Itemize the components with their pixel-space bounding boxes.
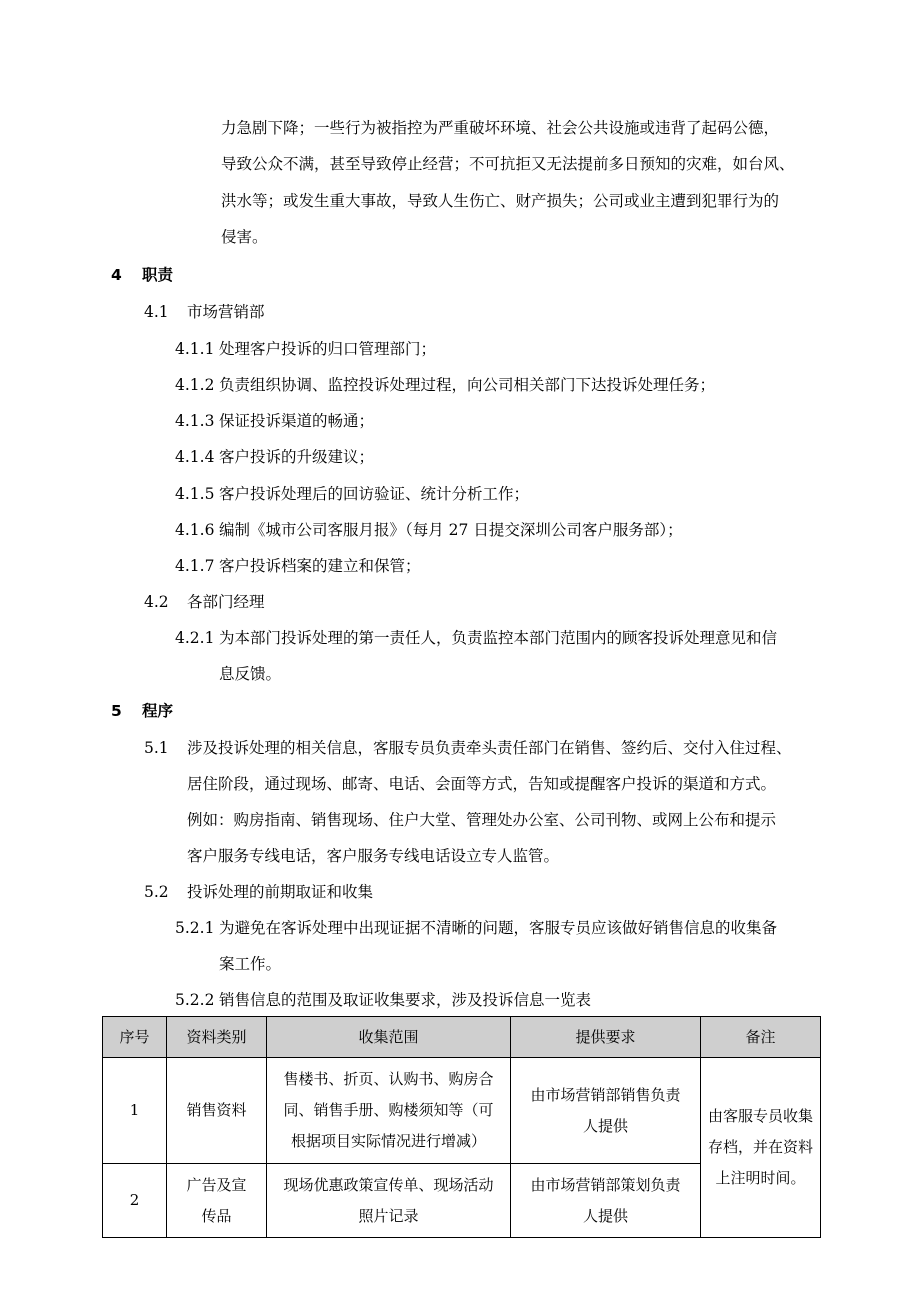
header-requirement: 提供要求: [511, 1017, 701, 1058]
row-2-category-line-2: 传品: [201, 1206, 232, 1225]
item-4-1-3-number: 4.1.3: [175, 412, 215, 430]
row-2-category: [167, 1164, 267, 1238]
row-1-requirement-line-2: 人提供: [582, 1116, 628, 1135]
section-4-2-title: 各部门经理: [187, 593, 265, 611]
section-5-1-line-2: 居住阶段，通过现场、邮寄、电话、会面等方式，告知或提醒客户投诉的渠道和方式。: [187, 775, 777, 793]
item-5-2-1-line-1: 为避免在客诉处理中出现证据不清晰的问题，客服专员应该做好销售信息的收集备: [219, 919, 778, 937]
intro-line-4: 侵害。: [221, 228, 268, 246]
header-scope: 收集范围: [267, 1017, 511, 1058]
note-line-1: 由客服专员收集: [707, 1107, 813, 1125]
item-4-1-5-text: 客户投诉处理后的回访验证、统计分析工作；: [219, 485, 530, 503]
note-line-3: 上注明时间。: [715, 1169, 806, 1187]
row-1-requirement: [511, 1058, 701, 1164]
row-1-category: 销售资料: [167, 1058, 267, 1164]
item-4-1-7-number: 4.1.7: [175, 557, 215, 575]
row-2-scope-line-2: 照片记录: [358, 1206, 419, 1225]
section-4-number: 4: [111, 266, 122, 284]
item-4-2-1-number: 4.2.1: [175, 629, 215, 647]
section-4-2-number: 4.2: [144, 593, 169, 611]
row-2-category-line-1: 广告及宣: [186, 1175, 247, 1194]
row-1-requirement-line-1: 由市场营销部销售负责: [530, 1085, 681, 1104]
row-1-scope-line-3: 根据项目实际情况进行增减）: [290, 1132, 486, 1150]
complaint-info-table: [102, 1016, 821, 1238]
row-2-scope: [267, 1164, 511, 1238]
section-5-1-number: 5.1: [144, 739, 169, 757]
section-4-1-title: 市场营销部: [187, 303, 265, 321]
item-4-1-5-number: 4.1.5: [175, 485, 215, 503]
item-4-1-2-number: 4.1.2: [175, 376, 215, 394]
section-5-2-title: 投诉处理的前期取证和收集: [187, 883, 374, 901]
note-cell: [701, 1058, 821, 1238]
item-4-1-7-text: 客户投诉档案的建立和保管；: [219, 557, 421, 575]
item-4-1-1-text: 处理客户投诉的归口管理部门；: [219, 340, 437, 358]
row-2-requirement-line-1: 由市场营销部策划负责: [530, 1175, 681, 1194]
note-line-2: 存档，并在资料: [707, 1138, 813, 1156]
item-4-1-6-text: 编制《城市公司客服月报》（每月 27 日提交深圳公司客户服务部）；: [219, 521, 683, 539]
row-2-requirement: [511, 1164, 701, 1238]
section-5-title: 程序: [142, 702, 174, 720]
section-4-1-number: 4.1: [144, 303, 169, 321]
header-note: 备注: [701, 1017, 821, 1058]
row-1-scope: [267, 1058, 511, 1164]
item-4-1-2-text: 负责组织协调、监控投诉处理过程，向公司相关部门下达投诉处理任务；: [219, 376, 716, 394]
row-2-scope-line-1: 现场优惠政策宣传单、现场活动: [283, 1175, 494, 1194]
table-row: [103, 1058, 821, 1164]
item-4-1-1-number: 4.1.1: [175, 340, 215, 358]
intro-line-3: 洪水等；或发生重大事故，导致人生伤亡、财产损失；公司或业主遭到犯罪行为的: [221, 192, 780, 210]
item-5-2-1-number: 5.2.1: [175, 919, 215, 937]
intro-line-1: 力急剧下降；一些行为被指控为严重破坏环境、社会公共设施或违背了起码公德，: [221, 119, 780, 137]
section-5-1-line-3: 例如：购房指南、销售现场、住户大堂、管理处办公室、公司刊物、或网上公布和提示: [187, 811, 777, 829]
header-no: 序号: [103, 1017, 167, 1058]
row-2-requirement-line-2: 人提供: [582, 1206, 628, 1225]
item-4-1-3-text: 保证投诉渠道的畅通；: [219, 412, 375, 430]
item-4-1-4-number: 4.1.4: [175, 448, 215, 466]
intro-line-2: 导致公众不满，甚至导致停止经营；不可抗拒又无法提前多日预知的灾难，如台风、: [221, 155, 795, 173]
item-4-1-4-text: 客户投诉的升级建议；: [219, 448, 375, 466]
row-2-no: 2: [103, 1164, 167, 1238]
item-4-2-1-line-1: 为本部门投诉处理的第一责任人，负责监控本部门范围内的顾客投诉处理意见和信: [219, 629, 778, 647]
table-header-row: [103, 1017, 821, 1058]
row-1-scope-line-2: 同、销售手册、购楼须知等（可: [283, 1101, 494, 1119]
item-5-2-1-line-2: 案工作。: [219, 955, 282, 973]
row-1-no: 1: [103, 1058, 167, 1164]
section-5-number: 5: [111, 702, 122, 720]
section-5-1-line-4: 客户服务专线电话，客户服务专线电话设立专人监管。: [187, 847, 560, 865]
item-4-2-1-line-2: 息反馈。: [219, 665, 282, 683]
row-1-scope-line-1: 售楼书、折页、认购书、购房合: [283, 1070, 494, 1088]
section-4-title: 职责: [142, 266, 174, 284]
section-5-1-line-1: 涉及投诉处理的相关信息，客服专员负责牵头责任部门在销售、签约后、交付入住过程、: [187, 739, 792, 757]
item-5-2-2-number: 5.2.2: [175, 991, 215, 1009]
item-4-1-6-number: 4.1.6: [175, 521, 215, 539]
section-5-2-number: 5.2: [144, 883, 169, 901]
item-5-2-2-text: 销售信息的范围及取证收集要求，涉及投诉信息一览表: [219, 991, 592, 1009]
header-category: 资料类别: [167, 1017, 267, 1058]
